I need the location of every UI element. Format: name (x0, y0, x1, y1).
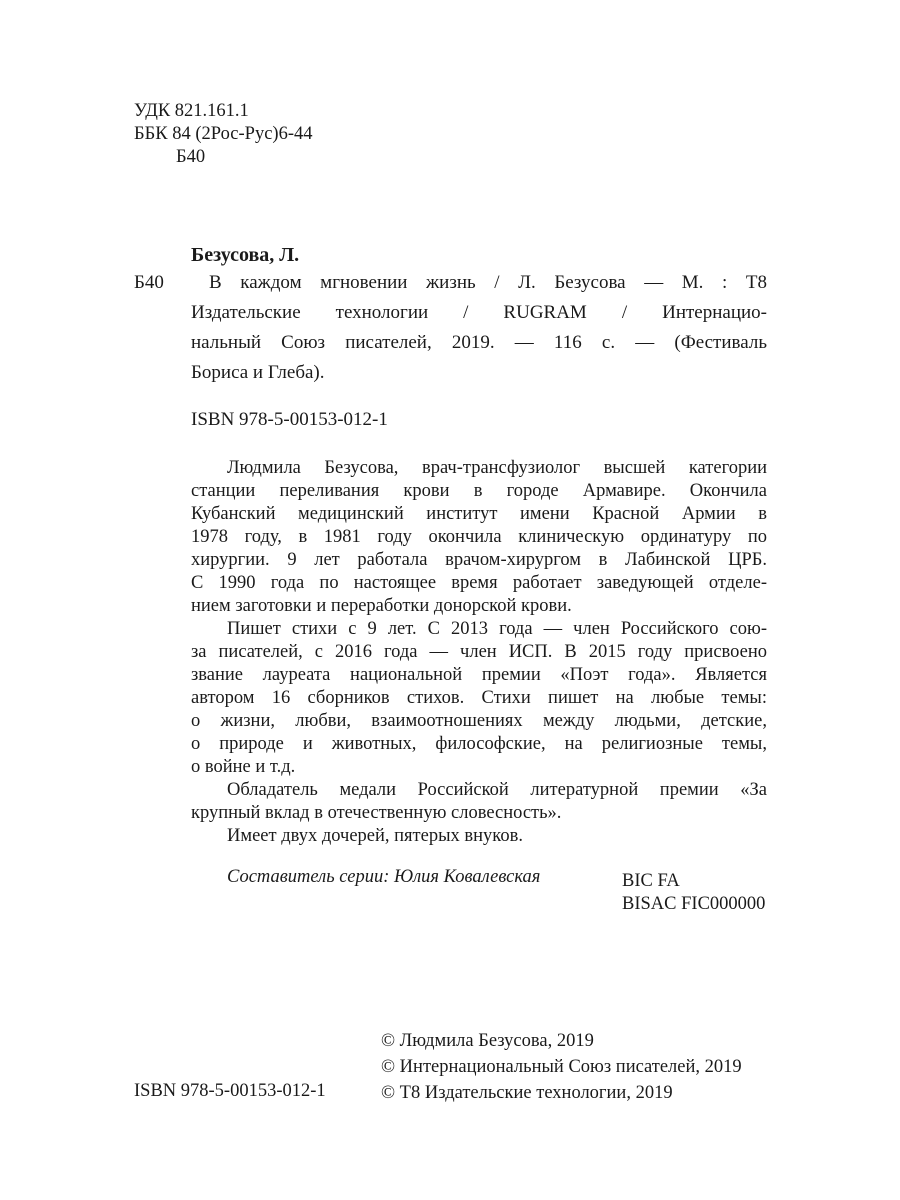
author-sign: Б40 (176, 147, 206, 167)
subject-codes (622, 870, 765, 916)
bic-code: BIC FA (622, 871, 680, 891)
annotation-line: о жизни, любви, взаимоотношениях между людьми, детские, (191, 711, 767, 731)
annotation-line: С 1990 года по настоящее время работает заведующей отделе- (191, 573, 767, 593)
bbk-code: ББК 84 (2Рос-Рус)6-44 (134, 124, 313, 144)
annotation-paragraph (191, 618, 767, 779)
annotation-line: о природе и животных, философские, на религиозные темы, (191, 734, 767, 754)
description-line: Бориса и Глеба). (191, 362, 325, 383)
copyright-line: © Т8 Издательские технологии, 2019 (381, 1083, 673, 1103)
annotation-line: хирургии. 9 лет работала врачом-хирургом в Лабинской ЦРБ. (191, 550, 767, 570)
classification-block (134, 100, 434, 169)
annotation-line: о войне и т.д. (191, 757, 296, 777)
annotation-line: звание лауреата национальной премии «Поэт года». Является (191, 665, 767, 685)
annotation-line: Обладатель медали Российской литературной премии «За (227, 780, 767, 800)
udk-code: УДК 821.161.1 (134, 101, 249, 121)
series-compiler: Составитель серии: Юлия Ковалевская (227, 867, 541, 887)
copyright-line: © Интернациональный Союз писателей, 2019 (381, 1057, 742, 1077)
annotation-line: станции переливания крови в городе Армавире. Окончила (191, 481, 767, 501)
annotation-line: Пишет стихи с 9 лет. С 2013 года — член Российского сою- (227, 619, 767, 639)
description-line: нальный Союз писателей, 2019. — 116 с. — (Фестиваль (191, 332, 767, 353)
annotation-line: 1978 году, в 1981 году окончила клиническую ординатуру по (191, 527, 767, 547)
bibliographic-description (191, 268, 767, 388)
annotation-paragraph (191, 457, 767, 618)
annotation (191, 457, 767, 889)
author-heading: Безусова, Л. (191, 244, 300, 266)
description-line: Издательские технологии / RUGRAM / Интернацио- (191, 302, 767, 323)
annotation-paragraph (191, 825, 767, 848)
annotation-line: за писателей, с 2016 года — член ИСП. В 2015 году присвоено (191, 642, 767, 662)
description-line: В каждом мгновении жизнь / Л. Безусова — М. : Т8 (209, 272, 767, 293)
bisac-code: BISAC FIC000000 (622, 894, 766, 914)
annotation-paragraph (191, 779, 767, 825)
card-isbn: ISBN 978-5-00153-012-1 (191, 409, 388, 430)
annotation-line: крупный вклад в отечественную словесность». (191, 803, 562, 823)
annotation-line: Имеет двух дочерей, пятерых внуков. (227, 826, 523, 846)
annotation-line: автором 16 сборников стихов. Стихи пишет на любые темы: (191, 688, 767, 708)
copyright-block (381, 1028, 742, 1106)
annotation-line: Людмила Безусова, врач-трансфузиолог высшей категории (227, 458, 767, 478)
annotation-line: нием заготовки и переработки донорской крови. (191, 596, 572, 616)
annotation-line: Кубанский медицинский институт имени Красной Армии в (191, 504, 767, 524)
copyright-line: © Людмила Безусова, 2019 (381, 1031, 594, 1051)
footer-isbn: ISBN 978-5-00153-012-1 (134, 1081, 326, 1101)
side-author-sign: Б40 (134, 272, 164, 293)
